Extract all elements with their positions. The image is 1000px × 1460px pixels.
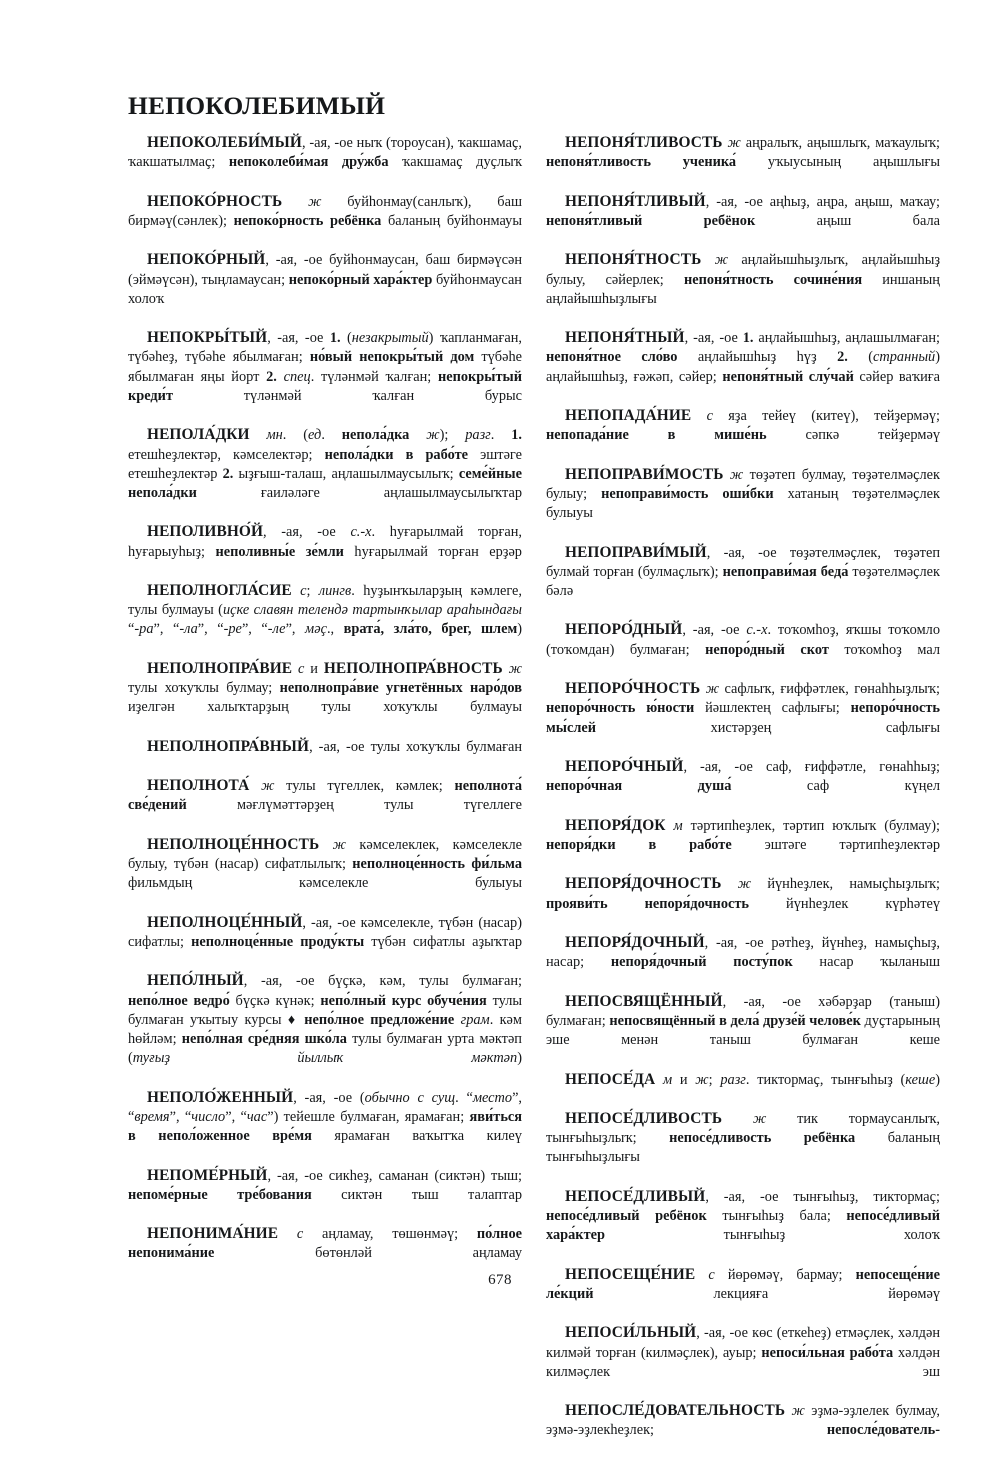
dictionary-entry: НЕПОКО́РНОСТЬ ж буйһонмау(санлыҡ), баш бирмәү(сәнлек); непоко́рность ребёнка баланың буйһонмауы [128,192,522,229]
dictionary-entry: НЕПОЛО́ЖЕННЫЙ, -ая, -ое (обычно с сущ. “место”, “время”, “число”, “час”) тейешле булмаған, ярамаған; яви́ться в непол́оженное вре́мя ярамаған ваҡытҡа килеү [128,1088,523,1145]
dictionary-entry: НЕПОКОЛЕБИ́МЫЙ, -ая, -ое ныҡ (тороусан), ҡакшамаҫ, ҡакшатылмаҫ; непоколеби́мая дру́жба ҡакшамаҫ дуҫлыҡ [128,134,522,171]
dictionary-entry: НЕПОЛНОПРА́ВНЫЙ, -ая, -ое тулы хоҡуҡлы булмаған [147,737,522,755]
dictionary-entry: НЕПОНИМА́НИЕ с аңламау, төшөнмәү; по́лное непонима́ние бөтөнләй аңламау [128,1225,522,1262]
dictionary-entry: НЕПОНЯ́ТНЫЙ, -ая, -ое 1. аңлайышһыҙ, аңлашылмаған; непоня́тное сло́во аңлайышһыҙ һүҙ 2. (странный) аңлайышһыҙ, ғәжәп, сәйер; непоня́тный слу́чай сәйер ваҡиға [546,329,941,385]
column-left [128,133,522,1283]
dictionary-entry: НЕПОСЕ́ДА м и ж; разг. тиктормаҫ, тынғыһыҙ (кеше) [565,1070,940,1088]
dictionary-entry: НЕПОПРАВИ́МЫЙ, -ая, -ое төҙәтелмәҫлек, төҙәтеп булмай торған (булмаҫлыҡ); непоправи́мая беда́ төҙәтелмәҫлек бәлә [546,543,940,600]
dictionary-entry: НЕПОНЯ́ТЛИВОСТЬ ж аңралыҡ, аңышлыҡ, маҡаулыҡ; непоня́тливость ученика́ уҡыусының аңышлығы [546,134,940,171]
dictionary-entry: НЕПОСИ́ЛЬНЫЙ, -ая, -ое көс (еткеһеҙ) етмәҫлек, хәлдән килмәй торған (килмәҫлек), ауыр; непоси́льная рабо́та хәлдән килмәҫлек эш [546,1324,941,1380]
dictionary-entry: НЕПОЛНОПРА́ВИЕ с и НЕПОЛНОПРА́ВНОСТЬ ж тулы хоҡуҡлы булмау; неполнопра́вие угнетённых наро́дов иҙелгән халыҡтарҙың тулы хоҡуҡлы булмауы [128,659,522,716]
dictionary-entry: НЕПОНЯ́ТЛИВЫЙ, -ая, -ое аңһыҙ, аңра, аңыш, маҡау; непоня́тливый ребёнок аңыш бала [546,192,940,229]
dictionary-entry: НЕПОПАДА́НИЕ с яҙа тейеү (китеү), тейҙермәү; непопада́ние в мише́нь сәпкә тейҙермәү [546,407,940,444]
page-number: 678 [488,1272,512,1288]
dictionary-entry: НЕПОРЯ́ДОЧНЫЙ, -ая, -ое рәтһеҙ, йүнһеҙ, намыҫһыҙ, насар; непоря́дочный посту́пок насар ҡыланыш [546,933,940,971]
dictionary-entry: НЕПОНЯ́ТНОСТЬ ж аңлайышһыҙлыҡ, аңлайышһыҙ булыу, сәйерлек; непоня́тность сочине́ния иншаның аңлайышһыҙлығы [546,251,940,307]
dictionary-entry: НЕПОСЛЕ́ДОВАТЕЛЬНОСТЬ ж эҙмә-эҙлелек булмау, эҙмә-эҙлекһеҙлек; непосле́дователь- [546,1402,940,1439]
dictionary-entry: НЕПОРО́ЧНОСТЬ ж сафлыҡ, ғиффәтлек, гөнаһһыҙлыҡ; непоро́чность ю́ности йәшлектең сафлығы; непоро́чность мы́слей хистәрҙең сафлығы [546,680,941,736]
dictionary-entry: НЕПОРО́ЧНЫЙ, -ая, -ое саф, ғиффәтле, гөнаһһыҙ; непоро́чная душа́ саф күңел [546,758,940,795]
dictionary-entry: НЕПОЛИВНО́Й, -ая, -ое с.-х. һуғарылмай торған, һуғарыуһыҙ; неполивны́е зе́мли һуғарылмай торған ерҙәр [128,523,522,560]
dictionary-entry: НЕПОКРЫ́ТЫЙ, -ая, -ое 1. (незакрытый) ҡапланмаған, түбәһеҙ, түбәһе ябылмаған; но́вый непокры́тый дом түбәһе ябылмаған яңы йорт 2. спец. түләнмәй ҡалған; непокры́тый креди́т түләнмәй ҡалған бурыс [128,329,523,404]
dictionary-entry: НЕПОМЕ́РНЫЙ, -ая, -ое сикһеҙ, саманан (сиктән) тыш; непоме́рные тре́бования сиктән тыш талаптар [128,1166,522,1203]
dictionary-entry: НЕПОЛНОТА́ ж тулы түгеллек, кәмлек; неполнота́ све́дений мәғлүмәттәрҙең тулы түгеллеге [128,777,523,814]
dictionary-entry: НЕПО́ЛНЫЙ, -ая, -ое бүҫкә, кәм, тулы булмаған; непо́лное ведро́ бүҫкә күнәк; непо́лный курс обуче́ния тулы булмаған уҡытыу курсы ♦ непо́лное предложе́ние грам. кәм һөйләм; непо́лная сре́дняя шко́ла тулы булмаған урта мәктәп (туғыҙ йыллыҡ мәктәп) [128,972,522,1067]
dictionary-entry: НЕПОЛНОЦЕ́ННЫЙ, -ая, -ое кәмселекле, түбән (насар) сифатлы; неполноце́нные проду́кты түбән сифатлы аҙыҡтар [128,913,522,950]
running-head: НЕПОКОЛЕБИМЫЙ [128,91,386,120]
dictionary-entry: НЕПОЛНОЦЕ́ННОСТЬ ж кәмселеклек, кәмселекле булыу, түбән (насар) сифатлылыҡ; неполноце́нность фи́льма фильмдың кәмселекле булыуы [128,835,522,892]
dictionary-entry: НЕПОЛНОГЛА́СИЕ с; лингв. һуҙынҡыларҙың кәмлеге, тулы булмауы (иҫке славян телендә тартынҡылар араһындағы “-ра”, “-ла”, “-ре”, “-ле”, мәҫ., врата́, зла́то, брег, шлем) [128,582,523,638]
dictionary-entry: НЕПОСЕ́ДЛИВОСТЬ ж тик тормаусанлыҡ, тынғыһыҙлыҡ; непосе́дливость ребёнка баланың тынғыһыҙлығы [546,1109,940,1166]
dictionary-entry: НЕПОСЕЩЕ́НИЕ с йөрөмәү, бармау; непосеще́ние ле́кций лекцияға йөрөмәү [546,1265,940,1302]
dictionary-entry: НЕПОРЯ́ДОЧНОСТЬ ж йүнһеҙлек, намыҫһыҙлыҡ; прояви́ть непоря́дочность йүнһеҙлек күрһәтеү [546,875,940,912]
dictionary-entry: НЕПОРО́ДНЫЙ, -ая, -ое с.-х. тоҡомһоҙ, яҡшы тоҡомло (тоҡомдан) булмаған; непоро́дный скот тоҡомһоҙ мал [546,621,940,658]
dictionary-entry: НЕПОПРАВИ́МОСТЬ ж төҙәтеп булмау, төҙәтелмәҫлек булыу; непоправи́мость оши́бки хатаның төҙәтелмәҫлек булыуы [546,465,941,522]
dictionary-entry: НЕПОСЕ́ДЛИВЫЙ, -ая, -ое тынғыһыҙ, тиктормаҫ; непосе́дливый ребёнок тынғыһыҙ бала; непосе́дливый хара́ктер тынғыһыҙ холоҡ [546,1187,940,1244]
dictionary-entry: НЕПОРЯ́ДОК м тәртипһеҙлек, тәртип юҡлыҡ (булмау); непоря́дки в рабо́те эштәге тәртипһеҙлектәр [546,816,940,853]
dictionary-entry: НЕПОСВЯЩЁННЫЙ, -ая, -ое хәбәрҙар (таныш) булмаған; непосвящённый в дела́ друзе́й челове́к дуҫтарының эше менән таныш булмаған кеше [546,992,940,1049]
dictionary-entry: НЕПОЛА́ДКИ мн. (ед. непола́дка ж); разг. 1. етешһеҙлектәр, кәмселектәр; непола́дки в рабо́те эштәге етешһеҙлектәр 2. ыҙғыш-талаш, аңлашылмаусылыҡ; семе́йные непола́дки ғаиләләге аңлашылмаусылыҡтар [128,426,523,501]
dictionary-entry: НЕПОКО́РНЫЙ, -ая, -ое буйһонмаусан, баш бирмәүсән (эймәүсән), тыңламаусан; непоко́рный хара́ктер буйһонмаусан холоҡ [128,251,522,307]
column-right [546,133,940,1460]
